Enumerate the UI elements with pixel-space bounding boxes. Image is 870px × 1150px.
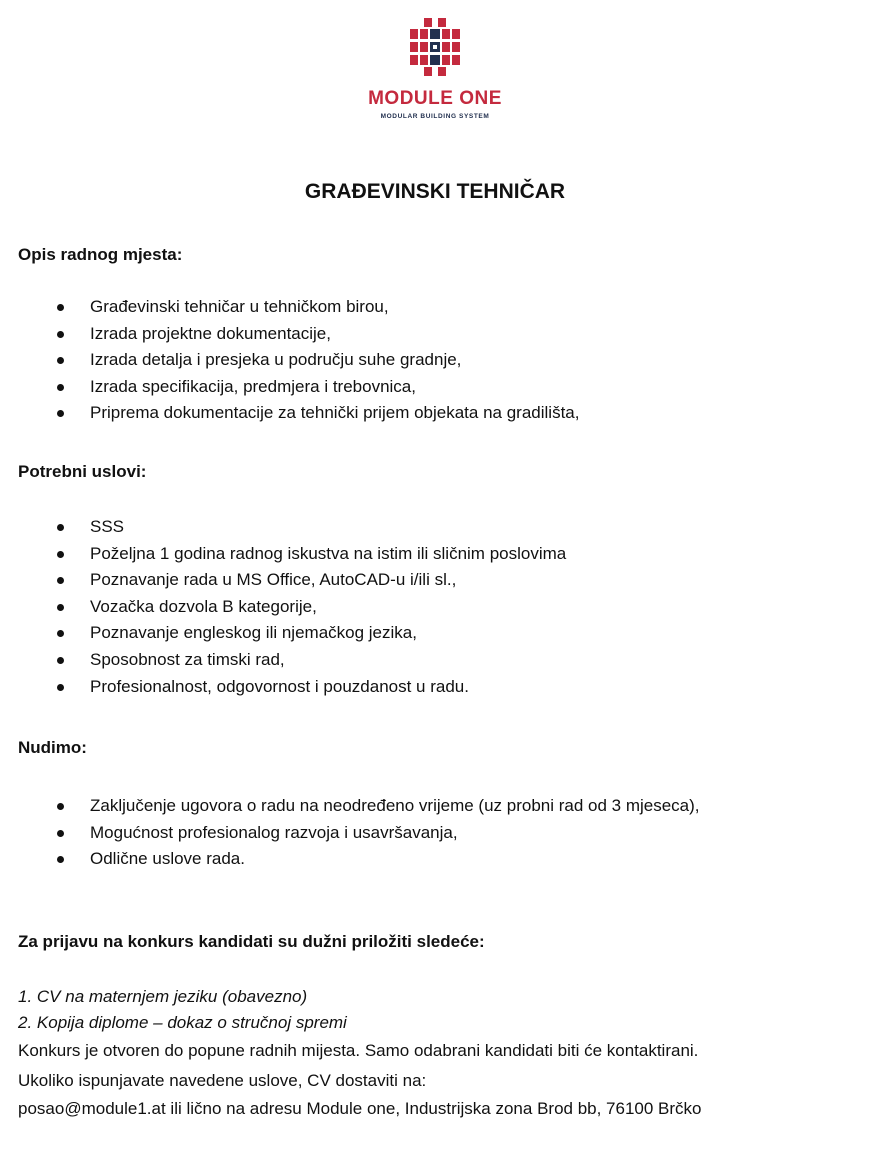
list-item: Izrada detalja i presjeka u području suhe gradnje, [0,347,579,374]
application-heading: Za prijavu na konkurs kandidati su dužni priložiti sledeće: [18,932,485,951]
bullet-icon [57,856,64,863]
bullet-icon [57,577,64,584]
bullet-icon [57,331,64,338]
bullet-icon [57,384,64,391]
bullet-icon [57,657,64,664]
required-doc-diploma: 2. Kopija diplome – dokaz o stručnoj spremi [18,1013,347,1032]
requirements-list [0,514,566,700]
bullet-icon [57,684,64,691]
section-heading-we-offer: Nudimo: [18,738,87,757]
list-item: Izrada specifikacija, predmjera i trebovnica, [0,374,579,401]
brand-tagline: MODULAR BUILDING SYSTEM [380,113,490,120]
list-item: Poželjna 1 godina radnog iskustva na istim ili sličnim poslovima [0,541,566,568]
brand-name: MODULE ONE [368,88,502,109]
bullet-icon [57,630,64,637]
list-item: Mogućnost profesionalog razvoja i usavršavanja, [0,820,700,847]
module-one-cube-icon [402,14,468,80]
list-item: Sposobnost za timski rad, [0,647,566,674]
bullet-icon [57,524,64,531]
bullet-icon [57,830,64,837]
list-item: Poznavanje engleskog ili njemačkog jezika, [0,620,566,647]
we-offer-list [0,793,700,873]
section-heading-requirements: Potrebni uslovi: [18,462,147,481]
bullet-icon [57,803,64,810]
list-item: Priprema dokumentacije za tehnički prijem objekata na gradilišta, [0,400,579,427]
bullet-icon [57,357,64,364]
bullet-icon [57,304,64,311]
submission-instruction: Ukoliko ispunjavate navedene uslove, CV dostaviti na: [18,1071,427,1090]
required-doc-cv: 1. CV na maternjem jeziku (obavezno) [18,987,308,1006]
list-item: Izrada projektne dokumentacije, [0,321,579,348]
list-item: Vozačka dozvola B kategorije, [0,594,566,621]
section-heading-job-description: Opis radnog mjesta: [18,245,183,264]
list-item: Profesionalnost, odgovornost i pouzdanost u radu. [0,674,566,701]
list-item: Poznavanje rada u MS Office, AutoCAD-u i/ili sl., [0,567,566,594]
contact-address: posao@module1.at ili lično na adresu Module one, Industrijska zona Brod bb, 76100 Brčko [18,1099,702,1118]
company-logo [0,14,870,121]
job-description-list [0,294,579,427]
bullet-icon [57,410,64,417]
bullet-icon [57,551,64,558]
list-item: Odlične uslove rada. [0,846,700,873]
page-title: GRAĐEVINSKI TEHNIČAR [304,180,566,203]
list-item: Građevinski tehničar u tehničkom birou, [0,294,579,321]
list-item: Zaključenje ugovora o radu na neodređeno vrijeme (uz probni rad od 3 mjeseca), [0,793,700,820]
list-item: SSS [0,514,566,541]
bullet-icon [57,604,64,611]
open-until-note: Konkurs je otvoren do popune radnih mijesta. Samo odabrani kandidati biti će kontaktirani. [18,1041,699,1060]
